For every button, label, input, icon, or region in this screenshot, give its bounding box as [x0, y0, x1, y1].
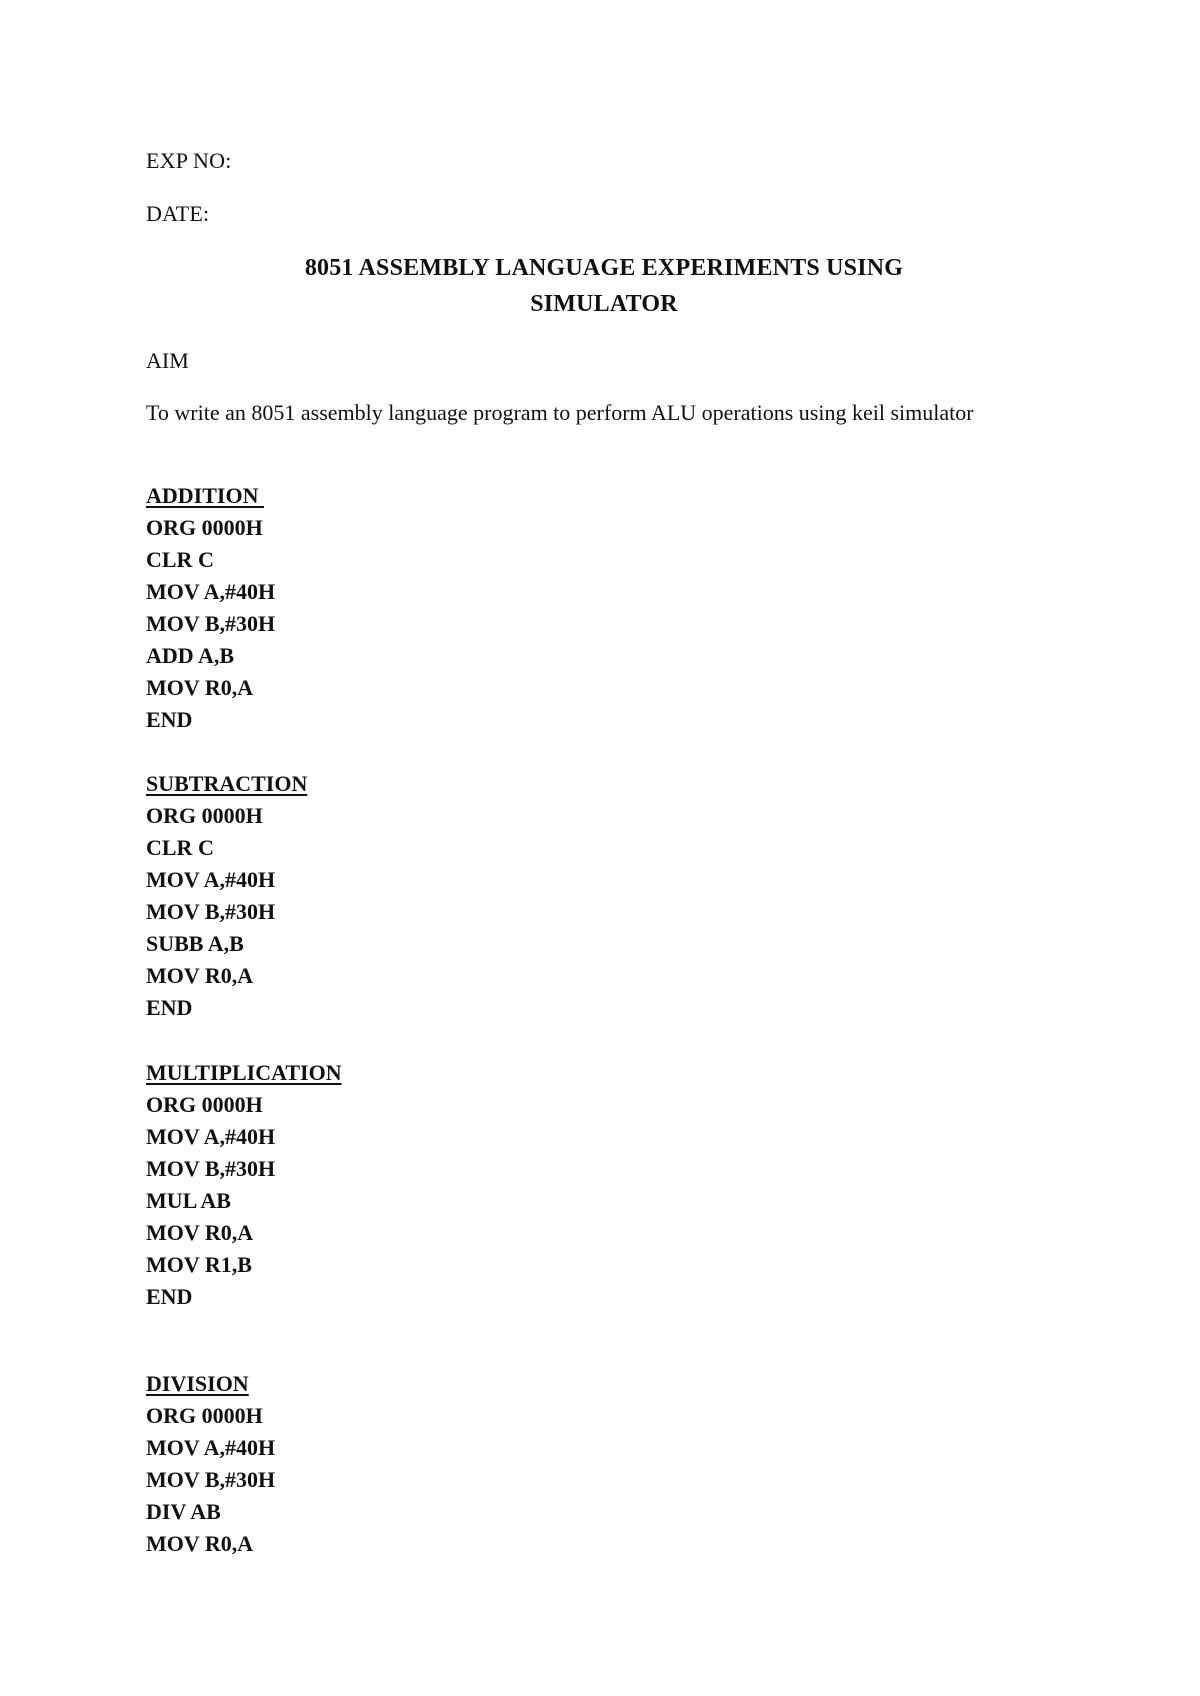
code-line: CLR C	[146, 547, 214, 572]
aim-text: To write an 8051 assembly language program to perform ALU operations using keil simulator	[146, 400, 974, 425]
section-heading: DIVISION	[146, 1371, 249, 1396]
code-line: MOV A,#40H	[146, 1124, 276, 1149]
document-title	[146, 250, 1062, 322]
code-line: ORG 0000H	[146, 1092, 263, 1117]
section-heading: MULTIPLICATION	[146, 1060, 342, 1085]
title-line-2: SIMULATOR	[530, 291, 678, 317]
section-division	[146, 1368, 746, 1560]
code-line: ADD A,B	[146, 643, 235, 668]
code-line: MOV R0,A	[146, 963, 254, 988]
code-line: MOV R0,A	[146, 1531, 254, 1556]
code-line: MOV R1,B	[146, 1252, 252, 1277]
section-multiplication	[146, 1057, 746, 1313]
aim-heading: AIM	[146, 348, 189, 373]
code-line: ORG 0000H	[146, 515, 263, 540]
section-heading: SUBTRACTION	[146, 771, 308, 796]
code-line: CLR C	[146, 835, 214, 860]
code-line: SUBB A,B	[146, 931, 244, 956]
code-line: MOV A,#40H	[146, 867, 276, 892]
code-line: END	[146, 995, 193, 1020]
exp-no-label: EXP NO:	[146, 148, 232, 173]
code-line: END	[146, 707, 193, 732]
section-subtraction	[146, 768, 746, 1024]
code-line: MUL AB	[146, 1188, 231, 1213]
code-line: MOV B,#30H	[146, 1467, 276, 1492]
code-line: MOV A,#40H	[146, 579, 276, 604]
section-heading: ADDITION	[146, 483, 264, 508]
date-label: DATE:	[146, 201, 210, 226]
code-line: DIV AB	[146, 1499, 221, 1524]
code-line: MOV B,#30H	[146, 611, 276, 636]
section-addition	[146, 480, 746, 736]
code-line: MOV R0,A	[146, 675, 254, 700]
code-line: ORG 0000H	[146, 803, 263, 828]
code-line: MOV B,#30H	[146, 1156, 276, 1181]
code-line: END	[146, 1284, 193, 1309]
title-line-1: 8051 ASSEMBLY LANGUAGE EXPERIMENTS USING	[304, 255, 904, 281]
code-line: MOV B,#30H	[146, 899, 276, 924]
code-line: MOV A,#40H	[146, 1435, 276, 1460]
code-line: MOV R0,A	[146, 1220, 254, 1245]
code-line: ORG 0000H	[146, 1403, 263, 1428]
